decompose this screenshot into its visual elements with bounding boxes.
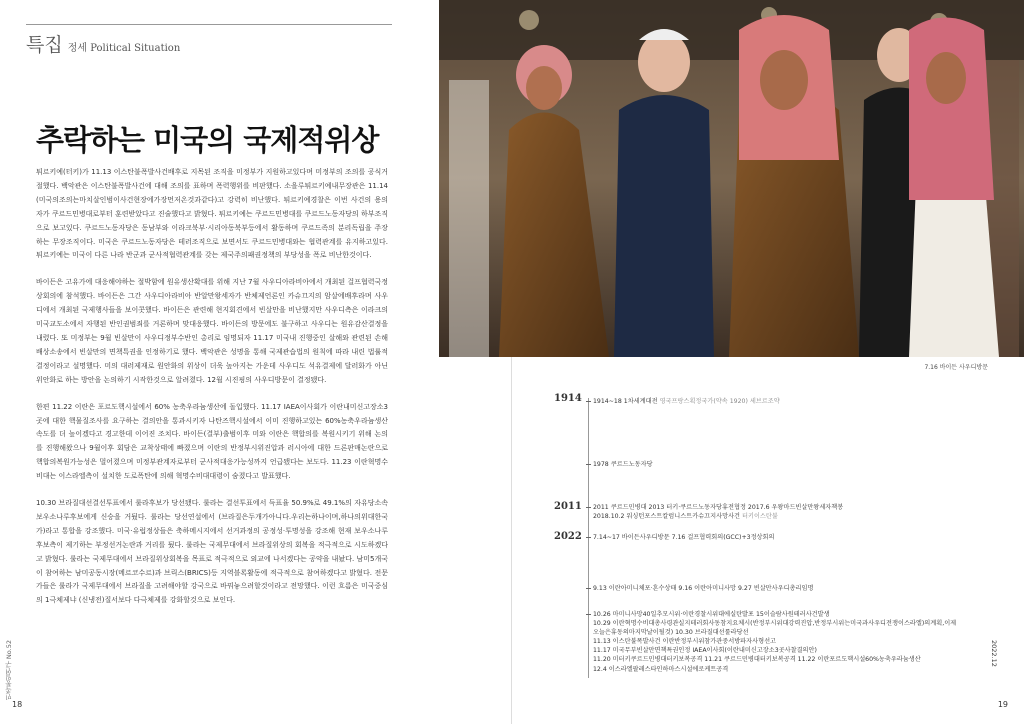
page-number-left: 18 [12, 700, 23, 709]
timeline-tick [586, 537, 591, 538]
timeline-entry: 2011 쿠르드민병대 2013 터키·쿠르드노동자당휴전협정 2017.6 우왕마드빈살만왕세자책봉 [593, 504, 844, 511]
timeline-tick [586, 401, 591, 402]
entry-text: 1914~18 1차세계대전 [593, 398, 660, 405]
entry-note: 영국프랑스획정국가(약속 1920) 세브르조약 [659, 398, 780, 405]
magazine-side-label: 민족통일연구 No.52 [5, 640, 13, 701]
paragraph-2: 바이든은 고유가에 대응해야하는 절박함에 원유생산확대를 위해 지난 7월 사우디아라비아에서 개최된 걸프협력국정상회의에 참석했다. 바이든은 그간 사우디아라비아 반알만왕세자가 반체제언론인 카슈끄지의 암살에배후라며 사우디에서 개최된 국제행사들을 보이콧했다. 바이든은 관련해 현지회견에서 빈살만을 비난했지만 사우디측은 이라크의 미국교도소에서 자행된 반인권범죄를 거론하며 맞대응했다. 바이든의 방문에도 불구하고 사우디는 원유감산결정을 내렸다. 또 미정부는 9월 빈살만이 사우디정부수반인 총리로 임명되자 11.17 미국내 진행중인 살해와 관련된 손해배상소송에서 빈살만의 면책특권을 인정하기로 했다. 백악관은 성명을 통해 국제관습법의 원칙에 따라 내린 법률적결정이라고 설명했다. 미의 대러제재로 원안화의 위상이 더욱 높아지는 가운데 사우디도 석유결제에 달러화가 아닌 위안화로 하는 방안을 논의하기 시작한것으로 알려졌다. 12월 시진핑의 사우디방문이 결정됐다. [36, 278, 388, 384]
article-body [36, 166, 388, 621]
timeline-entry: 11.20 미터키쿠르드민병대터키보복공격 11.21 쿠르드민병대터키보복공격 11.22 이란포르도핵시설60%농축우라늄생산 [593, 656, 921, 663]
timeline-entry: 9.13 이란아미니체포·혼수상태 9.16 이란아미니사망 9.27 빈살만사우디총리임명 [593, 585, 814, 592]
timeline-entry: 7.14~17 바이든사우디방문 7.16 걸프협력회의(GCC)+3정상회의 [593, 534, 775, 541]
section-header [26, 30, 180, 57]
timeline-entry [593, 512, 778, 521]
paragraph-1: 튀르키예(터키)가 11.13 이스탄불폭발사건배후로 지목된 조직을 미정부가 지원하고있다며 미정부의 조의를 공식거절했다. 백악관은 이스탄불폭발사건에 대해 조의를 표하며 폭력행위를 비판했다. 소을루튀르키예내무장관은 11.14 (미국의조의는마치살인범이사건현장에가장먼저온것과같다)고 강력히 비난했다. 튀르키예경찰은 이번 사건의 용의자가 쿠르드민병대로부터 훈련받았다고 진술했다고 밝혔다. 튀르키예는 쿠르드민병대를 쿠르드노동자당의 하부조직으로 보고있다. 쿠르드노동자당은 동남부와 이라크북부·시리아동북부등에서 활동하며 쿠르드족의 분리독립을 주장하는 무장조직이다. 미국은 쿠르드노동자당은 테러조직으로 보면서도 쿠르드민병대와는 협력관계를 유지하고있다. 튀르키예는 미국이 다른 나라 반군과 군사적협력관계를 갖는 제국주의패권정책의 부당성을 폭로 비난한것이다. [36, 168, 388, 260]
article-title: 추락하는 미국의 국제적위상 [36, 123, 379, 157]
timeline-entry: 10.29 이란혁명수비대총사령관실지테러회사동참지요체시(반정부시위대강력진압,반정부시위는미국과사우디전쟁이스라엘)의계획,이제 [593, 620, 957, 627]
right-side-label: 2022.12 [990, 640, 998, 667]
timeline-year-2022: 2022 [554, 531, 582, 542]
timeline-entry [593, 397, 780, 406]
top-rule [26, 24, 392, 25]
timeline-entry: 1978 쿠르드노동자당 [593, 461, 653, 468]
entry-note: 터키이스탄불 [742, 513, 778, 520]
photo-caption: 7.16 바이든 사우디방문 [924, 364, 988, 371]
timeline-entry: 11.17 미국무부빈살만면책특권인정 IAEA이사회(이란내미신고장소3곳사찰결의안) [593, 647, 817, 654]
timeline-axis [588, 398, 589, 678]
photo-illustration [439, 0, 1024, 357]
timeline-entry: 오늘은휴동의마지막날이될것) 10.30 브라질대선룰라당선 [593, 629, 749, 636]
timeline-year-2011: 2011 [554, 501, 582, 512]
timeline-entry: 12.4 이스라엘팔레스타인하마스시설에로케트공격 [593, 666, 729, 673]
section-subtitle: 정세 Political Situation [67, 43, 181, 54]
page-number-right: 19 [997, 700, 1008, 709]
timeline-entry: 11.13 이스탄불폭발사건 이란반정부시위참가관중서방파자사형선고 [593, 638, 777, 645]
timeline-tick [586, 588, 591, 589]
paragraph-4: 10.30 브라질대선결선투표에서 룰라후보가 당선됐다. 룰라는 결선투표에서 득표율 50.9%로 49.1%의 자유당소속 보우소나루후보에게 신승을 거뒀다. 룰라는 당선연설에서 (브라질은두개가아니다.우리는하나이며,하나의위대한국가)라고 통합을 강조했다. 미국·유럽정상들은 축하메시지에서 선거과정의 공정성·투명성을 강조해 현재 보우소나루후보측이 제기하는 부정선거논란과 거리를 뒀다. 룰라는 국제무대에서 브라질위상의 회복을 적극적으로 시도하겠다고 밝혔다. 룰라는 국제무대에서 브라질위상회복을 목표로 적극적으로 외교에 나서겠다는 공약을 내놨다. 남미5개국이 참여하는 남미공동시장(메르코수르)과 브릭스(BRICS)등 지역블록활동에 적극적으로 참여하겠다고 밝혔다. 전문가들은 룰라가 국제무대에서 브라질을 고려해야할 강국으로 바꿔놓으려할것이라고 전망했다. 이런 흐름은 미국중심의 1극체제냐 (신냉전)질서보다 다극체제를 강화할것으로 보인다. [36, 499, 388, 605]
timeline-tick [586, 464, 591, 465]
timeline-tick [586, 614, 591, 615]
timeline-tick [586, 507, 591, 508]
article-photo [439, 0, 1024, 357]
paragraph-3: 한편 11.22 이란은 포르도핵시설에서 60% 농축우라늄생산에 돌입했다. 11.17 IAEA이사회가 이란내미신고장소3곳에 대한 핵물질조사를 요구하는 결의안을 통과시키자 나탄즈핵시설에서 이미 진행하고있는 60%농축우라늄생산속도를 더 높이겠다고 경고한데 이어진 조치다. 바이든(결부)출범이후 미와 이란은 핵합의를 복원시키기 위해 논의를 진행해왔으나 9월이후 회담은 교착상태에 빠졌으며 이란의 반정부시위진압과 러시아에 대한 드론판매논란으로 핵합의복원가능성은 멀어졌으며 미정부관계자로부터 군사적대응가능성까지 언급됐다는 보도다. 11.23 이란혁명수비대는 이스라엘측이 설치한 도로폭탄에 의해 혁명수비대대령이 숨졌다고 발표했다. [36, 402, 388, 481]
timeline-year-1914: 1914 [554, 393, 582, 404]
entry-text: 2018.10.2 워싱턴포스트칼럼니스트카슈끄지사망사건 [593, 513, 742, 520]
timeline-entry: 10.26 마미니사망40일추모시위·이란경찰시위대에실탄발포 15이슬람사원테러사건발생 [593, 611, 830, 618]
section-title: 특집 [26, 34, 63, 56]
